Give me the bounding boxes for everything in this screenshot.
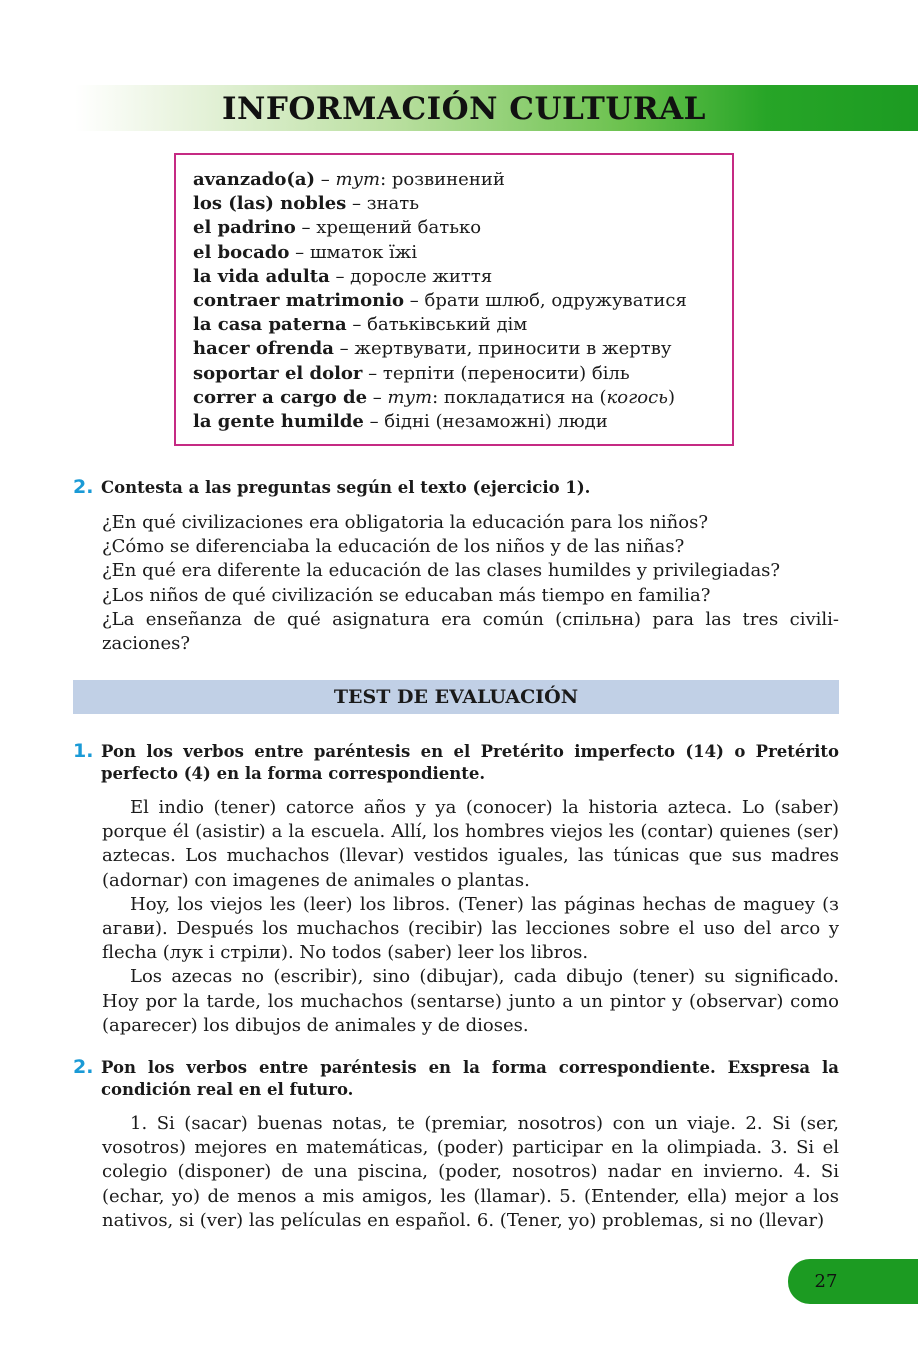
vocabulary-term: los (las) nobles	[193, 193, 347, 215]
vocabulary-item	[193, 265, 733, 289]
test-exercise-2-text	[102, 1112, 839, 1233]
test-exercise-1-number: 1.	[73, 740, 94, 762]
test-exercise-1-instruction: Pon los verbos entre paréntesis en el Pretérito imperfecto (14) o Pretérito perfecto (4) en la forma correspondiente.	[101, 742, 839, 783]
vocabulary-term: la gente humilde	[193, 411, 364, 433]
exercise-paragraph: Los azecas no (escribir), sino (dibujar), cada dibujo (tener) su significado. Hoy por la tarde, los muchachos (sentarse) junto a un pintor y (observar) como (aparecer) los dibujos de animales y de dioses.	[102, 966, 839, 1036]
test-title: TEST DE EVALUACIÓN	[333, 686, 579, 708]
vocabulary-item	[193, 241, 733, 265]
vocabulary-translation: – бідні (незаможні) люди	[363, 411, 608, 433]
vocabulary-translation: – знать	[346, 193, 420, 215]
vocabulary-list	[193, 168, 733, 434]
question-item: ¿Cómo se diferenciaba la educación de los niños y de las niñas?	[102, 536, 685, 558]
vocabulary-term: contraer matrimonio	[193, 290, 405, 312]
exercise-paragraph: Hoy, los viejos les (leer) los libros. (Tener) las páginas hechas de maguey (з агави). Después los muchachos (recibir) las lecciones sobre el uso del arco y flecha (лук і стріли). No todos (saber) leer los libros.	[102, 893, 839, 964]
question-item: ¿La enseñanza de qué asignatura era común (спільна) para las tres civili- zaciones?	[102, 608, 839, 655]
vocabulary-translation: – терпіти (переносити) біль	[362, 362, 630, 384]
test-exercise-2-instruction: Pon los verbos entre paréntesis en la forma correspondiente. Exspresa la condición real en el futuro.	[101, 1058, 839, 1099]
vocabulary-item	[193, 337, 733, 361]
vocabulary-item	[193, 168, 733, 192]
vocabulary-item	[193, 289, 733, 313]
exercise-number: 2.	[73, 476, 94, 498]
vocabulary-translation: – батьківський дім	[346, 314, 528, 336]
test-exercise-2-number: 2.	[73, 1056, 94, 1078]
vocabulary-term: hacer ofrenda	[193, 338, 334, 360]
vocabulary-translation: – брати шлюб, одружуватися	[404, 290, 687, 312]
vocabulary-item	[193, 386, 733, 410]
vocabulary-term: correr a cargo de	[193, 386, 368, 408]
exercise-instruction: Contesta a las preguntas según el texto (ejercicio 1).	[101, 478, 591, 497]
vocabulary-item	[193, 362, 733, 386]
vocabulary-translation: – тут: покладатися на (когось)	[367, 386, 675, 408]
vocabulary-term: la vida adulta	[193, 265, 330, 287]
question-item: ¿En qué civilizaciones era obligatoria la educación para los niños?	[102, 512, 708, 533]
vocabulary-term: el bocado	[193, 241, 290, 263]
section-title: INFORMACIÓN CULTURAL	[222, 91, 706, 127]
vocabulary-item	[193, 192, 733, 216]
vocabulary-translation: – доросле життя	[329, 265, 493, 287]
question-item: ¿En qué era diferente la educación de las clases humildes y privilegiadas?	[102, 560, 781, 582]
vocabulary-term: avanzado(a)	[193, 169, 316, 190]
test-exercise-1-text	[102, 796, 839, 1038]
vocabulary-item	[193, 410, 733, 434]
vocabulary-item	[193, 216, 733, 240]
question-item: ¿Los niños de qué civilización se educaban más tiempo en familia?	[102, 584, 711, 606]
exercise-paragraph: El indio (tener) catorce años y ya (conocer) la historia azteca. Lo (saber) porque él (asistir) a la escuela. Allí, los hombres viejos les (contar) quienes (ser) aztecas. Los muchachos (llevar) vestidos iguales, las túnicas que sus madres (adornar) con imagenes de animales o plantas.	[102, 797, 839, 891]
vocabulary-translation: – жертвувати, приносити в жертву	[333, 338, 672, 360]
vocabulary-translation: – хрещений батько	[295, 217, 482, 239]
vocabulary-term: soportar el dolor	[193, 362, 363, 384]
vocabulary-term: la casa paterna	[193, 314, 347, 336]
exercise-paragraph: 1. Si (sacar) buenas notas, te (premiar, nosotros) con un viaje. 2. Si (ser, vosotros) mejores en matemáticas, (poder) participar en la olimpiada. 3. Si el colegio (disponer) de una piscina, (poder, nosotros) nadar en invierno. 4. Si (echar, yo) de menos a mis amigos, les (llamar). 5. (Entender, ella) mejor a los nativos, si (ver) las películas en español. 6. (Tener, yo) problemas, si no (llevar)	[102, 1113, 839, 1231]
vocabulary-translation: – тут: розвинений	[315, 169, 505, 190]
vocabulary-translation: – шматок їжі	[289, 241, 418, 263]
page-number: 27	[814, 1271, 838, 1292]
vocabulary-item	[193, 313, 733, 337]
question-list	[102, 511, 839, 656]
vocabulary-term: el padrino	[193, 217, 296, 239]
